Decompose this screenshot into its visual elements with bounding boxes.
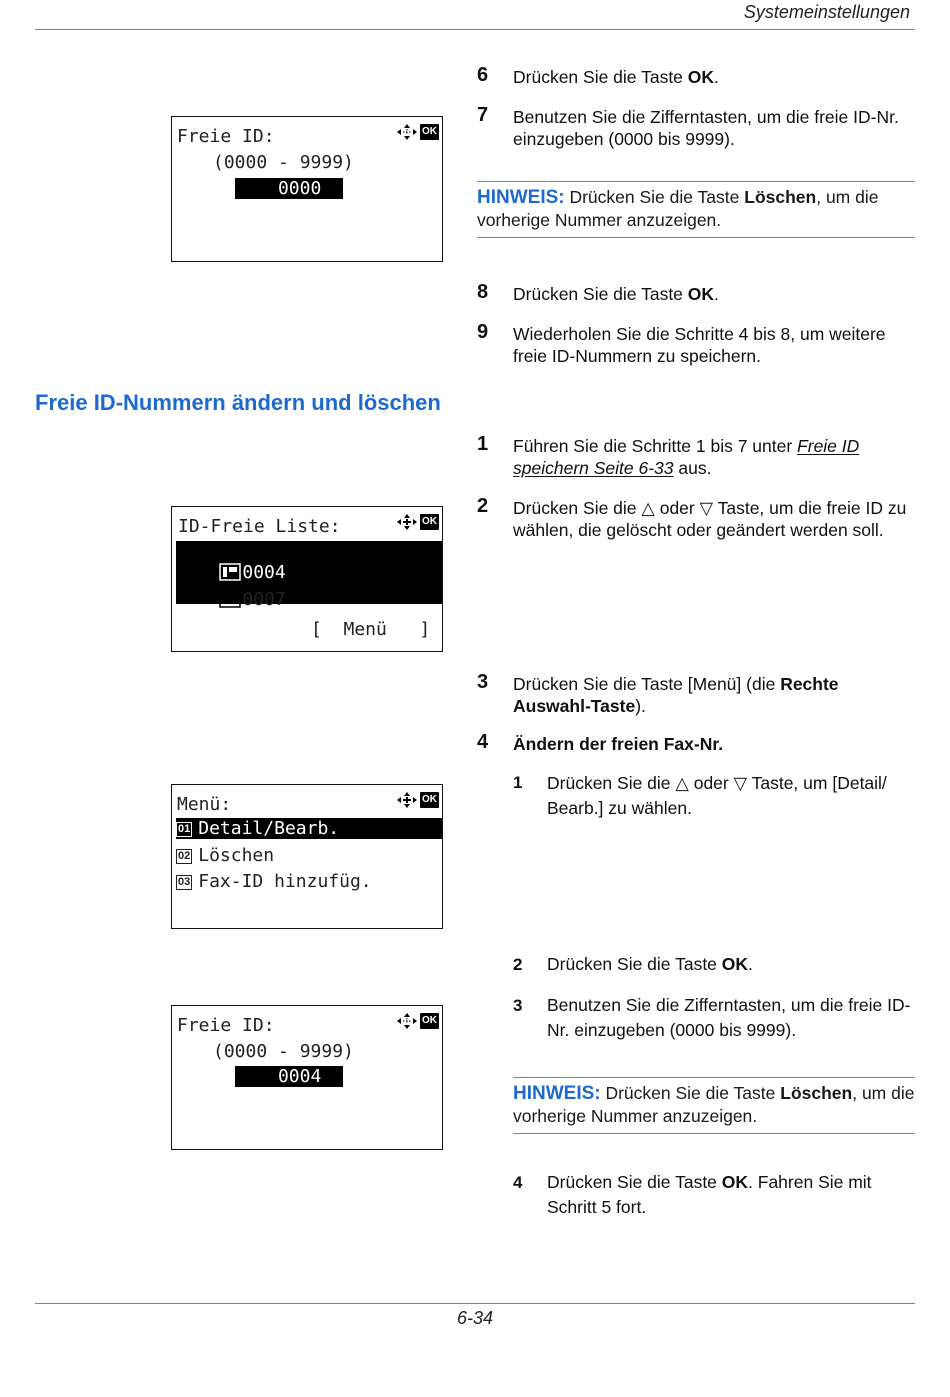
step-number: 7	[477, 104, 489, 126]
four-way-arrow-icon	[396, 1012, 418, 1030]
substep-text: Drücken Sie die Taste OK. Fahren Sie mit Schritt 5 fort.	[547, 1172, 872, 1217]
step-text: Drücken Sie die Taste OK.	[513, 284, 719, 304]
step-number: 9	[477, 321, 489, 343]
lcd-screen-menu	[171, 784, 443, 929]
number-badge-icon: 02	[178, 850, 191, 862]
step-number: 6	[477, 64, 489, 86]
substep-text: Drücken Sie die Taste OK.	[547, 954, 753, 974]
substep-text: Drücken Sie die △ oder ▽ Taste, um [Detail/ Bearb.] zu wählen.	[547, 773, 887, 818]
step-text: Drücken Sie die △ oder ▽ Taste, um die freie ID zu wählen, die gelöscht oder geändert werden soll.	[513, 498, 907, 540]
step-number: 8	[477, 281, 489, 303]
lcd-screen-free-id-edit	[171, 1005, 443, 1150]
lcd-title: Menü:	[177, 794, 232, 815]
lcd-title: Freie ID:	[177, 1015, 275, 1036]
lcd-title: Freie ID:	[177, 126, 275, 147]
footer-rule	[35, 1303, 915, 1304]
substep-number: 1	[513, 773, 523, 792]
lcd-key-icons	[396, 513, 439, 531]
lcd-menu-item[interactable]: 03 Fax-ID hinzufüg.	[178, 871, 372, 892]
ok-key-icon: OK	[420, 514, 439, 530]
lcd-key-icons	[396, 123, 439, 141]
lcd-title: ID-Freie Liste:	[178, 516, 341, 537]
lcd-value-field: 0004	[235, 1066, 343, 1087]
four-way-arrow-icon	[396, 123, 418, 141]
lcd-range: (0000 - 9999)	[213, 152, 354, 173]
header-rule	[35, 29, 915, 30]
step-text: Drücken Sie die Taste [Menü] (die Rechte Auswahl-Taste).	[513, 674, 839, 716]
lcd-menu-softkey[interactable]: [ Menü ]	[311, 619, 431, 640]
lcd-value-field: 0000	[235, 178, 343, 199]
step-text: Führen Sie die Schritte 1 bis 7 unter Freie ID speichern Seite 6-33 aus.	[513, 436, 860, 478]
lcd-list-item[interactable]: 0007	[176, 568, 286, 631]
step-number: 1	[477, 433, 489, 455]
lcd-key-icons	[396, 1012, 439, 1030]
substep-number: 3	[513, 996, 523, 1015]
page-link[interactable]: Freie ID speichern Seite 6-33	[513, 436, 860, 478]
lcd-list-item-selected[interactable]: 0004	[176, 541, 442, 604]
number-badge-icon: 01	[178, 823, 191, 835]
step-text: Wiederholen Sie die Schritte 4 bis 8, um weitere freie ID-Nummern zu speichern.	[513, 324, 886, 366]
step-number: 3	[477, 671, 489, 693]
ok-key-icon: OK	[420, 124, 439, 140]
lcd-screen-free-id	[171, 116, 443, 262]
step-number: 2	[477, 495, 489, 517]
page-number: 6-34	[456, 1308, 494, 1328]
ok-key-icon: OK	[420, 1013, 439, 1029]
four-way-arrow-icon	[396, 791, 418, 809]
header-title: Systemeinstellungen	[743, 2, 910, 22]
note-label: HINWEIS:	[513, 1083, 601, 1104]
step-text: Drücken Sie die Taste OK.	[513, 67, 719, 87]
substep-number: 4	[513, 1173, 523, 1192]
note-box: HINWEIS: Drücken Sie die Taste Löschen, um die vorherige Nummer anzuzeigen.	[477, 181, 915, 238]
ok-key-icon: OK	[420, 792, 439, 808]
step-text: Ändern der freien Fax-Nr.	[513, 734, 724, 754]
lcd-menu-item-selected[interactable]: 01 Detail/Bearb.	[176, 818, 442, 839]
lcd-key-icons	[396, 791, 439, 809]
step-text: Benutzen Sie die Zifferntasten, um die freie ID-Nr. einzugeben (0000 bis 9999).	[513, 107, 899, 149]
lcd-screen-id-list	[171, 506, 443, 652]
section-title: Freie ID-Nummern ändern und löschen	[35, 390, 441, 415]
note-label: HINWEIS:	[477, 187, 565, 208]
fax-icon	[219, 590, 241, 608]
substep-text: Benutzen Sie die Zifferntasten, um die freie ID-Nr. einzugeben (0000 bis 9999).	[547, 995, 911, 1040]
substep-number: 2	[513, 955, 523, 974]
step-number: 4	[477, 731, 489, 753]
lcd-range: (0000 - 9999)	[213, 1041, 354, 1062]
number-badge-icon: 03	[178, 876, 191, 888]
note-box: HINWEIS: Drücken Sie die Taste Löschen, um die vorherige Nummer anzuzeigen.	[513, 1077, 915, 1134]
lcd-menu-item[interactable]: 02 Löschen	[178, 845, 275, 866]
four-way-arrow-icon	[396, 513, 418, 531]
